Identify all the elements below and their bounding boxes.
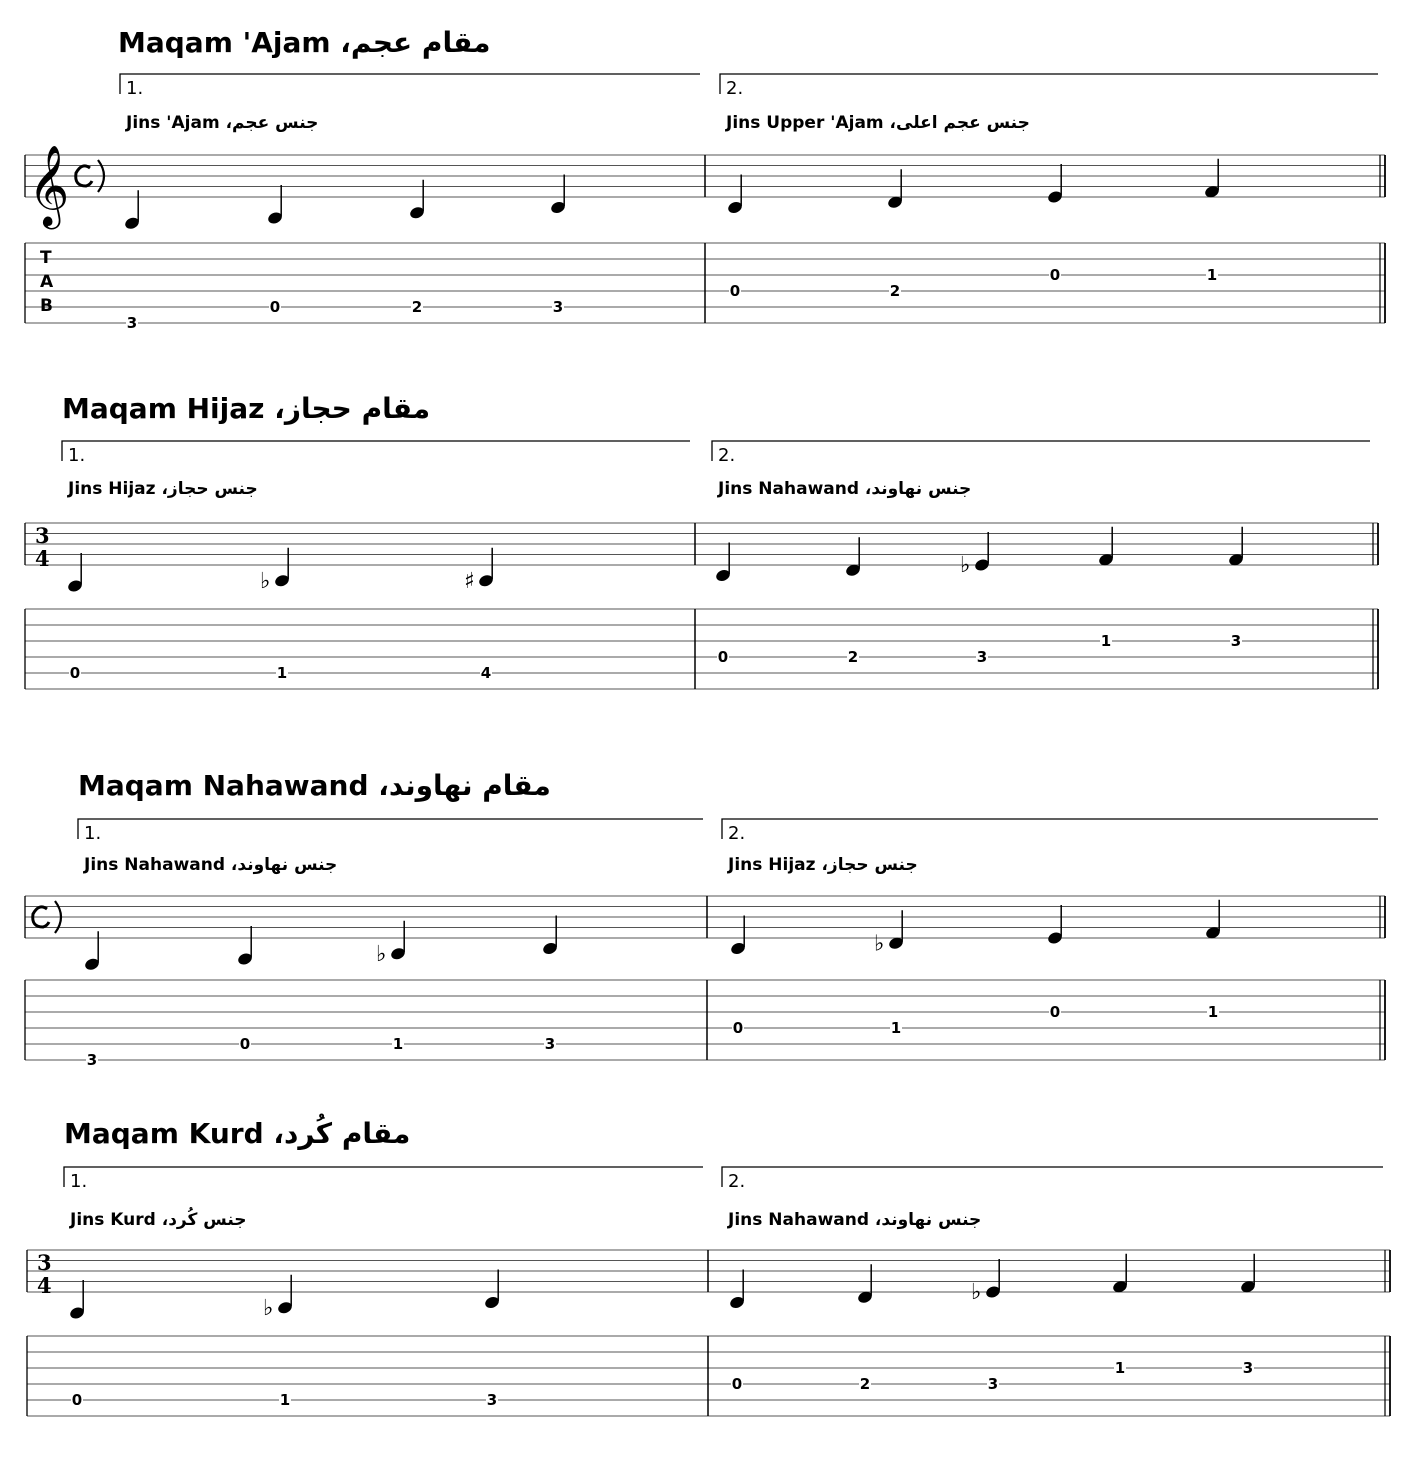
note — [409, 180, 426, 220]
note — [1112, 1254, 1129, 1294]
note — [267, 185, 284, 225]
note — [887, 169, 904, 209]
tab-fret-number: 2 — [847, 648, 859, 666]
tab-fret-number: 3 — [552, 298, 564, 316]
volta-number: 2. — [718, 445, 736, 466]
tab-fret-number: 2 — [411, 298, 423, 316]
flat-icon: ♭ — [960, 553, 971, 578]
time-signature-top: 3 — [35, 523, 50, 548]
note — [727, 175, 744, 215]
tab-fret-number: 0 — [732, 1019, 744, 1037]
jins-label: Jins Hijaz ،جنس حجاز — [68, 479, 258, 499]
tab-label-letter: B — [40, 296, 53, 316]
volta-number: 1. — [70, 1171, 88, 1192]
note — [1205, 900, 1222, 940]
tab-fret-number: 0 — [269, 298, 281, 316]
tab-label-letter: A — [40, 272, 54, 292]
note — [67, 553, 84, 593]
sharp-icon: ♯ — [464, 568, 475, 594]
tab-fret-number: 4 — [480, 664, 492, 682]
time-signature-bottom: 4 — [35, 546, 50, 571]
volta-number: 1. — [68, 445, 86, 466]
flat-icon: ♭ — [260, 568, 271, 594]
note — [715, 543, 732, 583]
note — [1240, 1254, 1257, 1294]
volta-number: 1. — [84, 823, 102, 844]
note — [124, 190, 141, 230]
volta-bracket — [78, 819, 703, 839]
tab-fret-number: 3 — [1230, 632, 1242, 650]
volta-bracket — [64, 1167, 703, 1187]
note — [1098, 527, 1115, 567]
volta-bracket — [712, 441, 1370, 461]
jins-label: Jins Nahawand ،جنس نهاوند — [718, 479, 972, 499]
section-title: Maqam Kurd ،مقام كُرد — [64, 1117, 411, 1150]
tab-fret-number: 3 — [1242, 1359, 1254, 1377]
flat-icon: ♭ — [971, 1280, 982, 1305]
tab-fret-number: 3 — [544, 1035, 556, 1053]
tab-fret-number: 2 — [889, 282, 901, 300]
tab-fret-number: 3 — [126, 314, 138, 332]
tab-fret-number: 1 — [890, 1019, 902, 1037]
note — [237, 926, 254, 966]
tab-fret-number: 3 — [86, 1051, 98, 1069]
note — [484, 1270, 501, 1310]
tab-fret-number: 0 — [1049, 1003, 1061, 1021]
volta-number: 2. — [728, 1171, 746, 1192]
tab-fret-number: 3 — [976, 648, 988, 666]
jins-label: Jins Hijaz ،جنس حجاز — [728, 855, 918, 875]
tab-fret-number: 1 — [1207, 1003, 1219, 1021]
tab-fret-number: 0 — [1049, 266, 1061, 284]
section-title: Maqam Hijaz ،مقام حجاز — [62, 392, 431, 425]
maqam-section — [25, 26, 1385, 332]
tab-fret-number: 1 — [1206, 266, 1218, 284]
tab-fret-number: 0 — [71, 1391, 83, 1409]
volta-number: 1. — [126, 78, 144, 99]
note — [1047, 164, 1064, 204]
flat-icon: ♭ — [874, 931, 885, 957]
tab-fret-number: 1 — [276, 664, 288, 682]
jins-label: Jins Kurd ،جنس كُرد — [70, 1210, 247, 1230]
volta-bracket — [62, 441, 690, 461]
volta-bracket — [722, 819, 1378, 839]
jins-label: Jins Nahawand ،جنس نهاوند — [728, 1210, 982, 1230]
tab-fret-number: 1 — [279, 1391, 291, 1409]
note — [1047, 905, 1064, 945]
flat-icon: ♭ — [263, 1295, 274, 1321]
volta-bracket — [120, 74, 700, 94]
note — [84, 931, 101, 971]
flat-icon: ♭ — [376, 941, 387, 967]
note — [845, 537, 862, 577]
tab-fret-number: 0 — [717, 648, 729, 666]
tab-label-letter: T — [40, 248, 52, 268]
maqam-section — [25, 392, 1378, 689]
note — [550, 175, 567, 215]
maqam-section — [25, 769, 1385, 1069]
tab-fret-number: 3 — [486, 1391, 498, 1409]
time-signature-top: 3 — [37, 1250, 52, 1275]
treble-clef-icon: 𝄞 — [28, 144, 70, 226]
tab-fret-number: 1 — [392, 1035, 404, 1053]
maqam-section — [27, 1114, 1390, 1416]
tab-fret-number: 0 — [239, 1035, 251, 1053]
volta-number: 2. — [728, 823, 746, 844]
section-title: Maqam 'Ajam ،مقام عجم — [118, 26, 491, 59]
note — [69, 1280, 86, 1320]
jins-label: Jins Nahawand ،جنس نهاوند — [84, 855, 338, 875]
volta-bracket — [722, 1167, 1383, 1187]
tab-fret-number: 0 — [731, 1375, 743, 1393]
note — [729, 1270, 746, 1310]
section-title: Maqam Nahawand ،مقام نهاوند — [78, 769, 551, 802]
tab-fret-number: 0 — [69, 664, 81, 682]
note — [542, 916, 559, 956]
jins-label: Jins Upper 'Ajam ،جنس عجم اعلى — [726, 113, 1030, 133]
volta-bracket — [720, 74, 1378, 94]
note — [857, 1264, 874, 1304]
tab-fret-number: 0 — [729, 282, 741, 300]
tab-fret-number: 3 — [987, 1375, 999, 1393]
tab-fret-number: 1 — [1100, 632, 1112, 650]
tab-fret-number: 2 — [859, 1375, 871, 1393]
note — [730, 916, 747, 956]
volta-number: 2. — [726, 78, 744, 99]
jins-label: Jins 'Ajam ،جنس عجم — [126, 113, 319, 133]
tab-fret-number: 1 — [1114, 1359, 1126, 1377]
note — [1228, 527, 1245, 567]
time-signature-bottom: 4 — [37, 1273, 52, 1298]
note — [1204, 159, 1221, 199]
